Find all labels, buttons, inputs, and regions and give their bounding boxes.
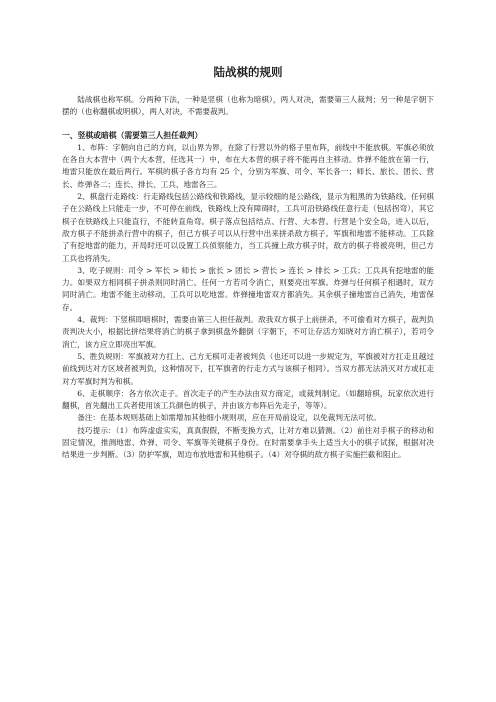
section-heading: 一、竖棋或暗棋（需要第三人担任裁判） [62, 130, 203, 140]
rule-paragraph-turn-order: 6、走棋顺序：各方依次走子。首次走子的产生办法由双方商定，或裁判制定。（如翻暗棋，玩家依次进行翻棋，首先翻出工兵者使用该工兵颜色的棋子，并由该方布阵后先走子，等等）。 [62, 388, 434, 411]
intro-paragraph: 陆战棋也称军棋。分两种下法，一种是竖棋（也称为暗棋），两人对决，需要第三人裁判；另一种是字朝下摆的（也称翻棋或明棋），两人对决，不需要裁判。 [62, 95, 434, 117]
rule-paragraph-capture: 3、吃子规则：司令 > 军长 > 师长 > 旅长 > 团长 > 营长 > 连长 > 排长 > 工兵；工兵具有挖地雷的能力。如果双方相同棋子拼杀则同时消亡。任何一方若司令消亡，则要亮出军旗。炸弹与任何棋子相遇时，双方同时消亡。地雷不能主动移动，工兵可以吃地雷。炸弹撞地雷双方都消失。其余棋子撞地雷自己消失，地雷保存。 [62, 265, 434, 312]
rule-paragraph-routes: 2、棋盘行走路线：行走路线包括公路线和铁路线，显示较细的是公路线，显示为粗黑的为铁路线。任何棋子在公路线上只能走一步，不可停在前线，铁路线上没有障碍时，工兵可沿铁路线任意行走（包括拐弯），其它棋子在铁路线上只能直行，不能转直角弯。棋子落点包括结点、行营、大本营。行营是个安全岛，进入以后，敌方棋子不能拼杀行营中的棋子，但己方棋子可以从行营中出来拼杀敌方棋子。军旗和地雷不能移动。工兵除了有挖地雷的能力，开局时还可以设置工兵侦察能力，当工兵撞上敌方棋子时，敌方的棋子将被亮明，但己方工兵也将消失。 [62, 192, 434, 263]
document-page [62, 64, 434, 462]
rule-paragraph-victory: 5、胜负规则：军旗被对方扛上、己方无棋可走者被判负（也还可以进一步规定为，军旗被对方扛走且越过前线到达对方区域者被判负，这种情况下，扛军旗者的行走方式与该棋子相同）。当双方都无法消灭对方或扛走对方军旗时判为和棋。 [62, 351, 434, 386]
tips-paragraph: 技巧提示：（1）布阵虚虚实实，真真假假，不断变换方式，让对方难以猜测。（2）前往对手棋子的移动和固定情况，推测地雷、炸弹、司令、军旗等关键棋子身份。在时需要拿手头上适当大小的棋子试探，根据对决结果进一步判断。（3）防护军旗，周边布放地雷和其他棋子。（4）对夺棋的敌方棋子实施拦截和阻止。 [62, 425, 434, 460]
rule-paragraph-referee: 4、裁判：下竖棋即暗棋时，需要由第三人担任裁判。敌我双方棋子上前拼杀，不可偷看对方棋子，裁判负责判决大小，根据比拼结果将消亡的棋子拿到棋盘外翻倒（字朝下，不可让存活方知晓对方消亡棋子），若司令消亡，该方应立即亮出军旗。 [62, 315, 434, 349]
document-title: 陆战棋的规则 [213, 65, 283, 79]
remark-paragraph: 备注：在基本规则基础上如需增加其他细小规则项，应在开局前设定，以免裁判无法可依。 [77, 413, 381, 423]
rule-paragraph-layout: 1、布阵：字朝向自己的方向，以山界为界，在除了行营以外的格子里布阵，前线中不能放棋。军旗必须放在各自大本营中（两个大本营，任选其一）中，布在大本营的棋子将不能再自主移动。炸弹不能放在第一行，地雷只能放在最后两行。军棋的棋子各方均有 25 个，分别为军旗、司令、军长各一；师长、旅长、团长、营长、炸弹各二；连长、排长、工兵、地雷各三。 [62, 142, 434, 189]
